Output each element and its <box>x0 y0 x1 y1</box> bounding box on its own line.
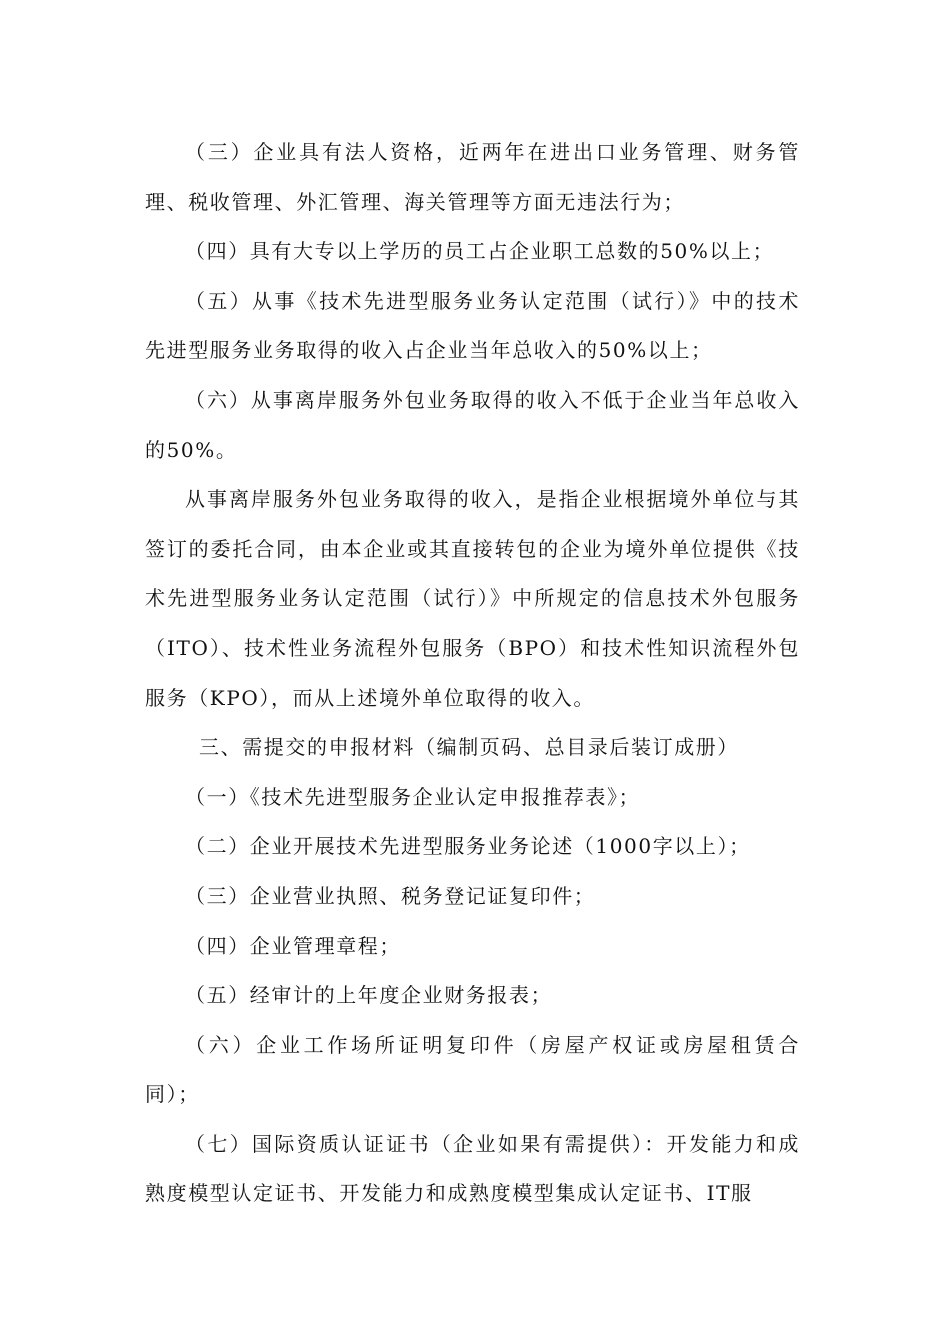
paragraph-offshore-income-definition: 从事离岸服务外包业务取得的收入，是指企业根据境外单位与其签订的委托合同，由本企业或其直接转包的企业为境外单位提供《技术先进型服务业务认定范围（试行）》中所规定的信息技术外包服务（ITO）、技术性业务流程外包服务（BPO）和技术性知识流程外包服务（KPO），而从上述境外单位取得的收入。 <box>145 487 800 710</box>
section-heading-materials: 三、需提交的申报材料（编制页码、总目录后装订成册） <box>199 735 739 760</box>
paragraph-condition-5: （五）从事《技术先进型服务业务认定范围（试行）》中的技术先进型服务业务取得的收入占企业当年总收入的50%以上； <box>145 288 800 363</box>
paragraph-material-2: （二）企业开展技术先进型服务业务论述（1000字以上）； <box>185 834 751 859</box>
paragraph-material-1: （一）《技术先进型服务企业认定申报推荐表》； <box>185 784 641 809</box>
paragraph-material-5: （五）经审计的上年度企业财务报表； <box>185 983 553 1008</box>
paragraph-material-4: （四）企业管理章程； <box>185 933 401 958</box>
paragraph-condition-3: （三）企业具有法人资格，近两年在进出口业务管理、财务管理、税收管理、外汇管理、海关管理等方面无违法行为； <box>145 140 800 214</box>
paragraph-condition-6: （六）从事离岸服务外包业务取得的收入不低于企业当年总收入的50%。 <box>145 387 800 462</box>
document-page <box>145 128 800 1219</box>
paragraph-material-6: （六）企业工作场所证明复印件（房屋产权证或房屋租赁合同）； <box>145 1032 800 1107</box>
paragraph-material-7: （七）国际资质认证证书（企业如果有需提供）：开发能力和成熟度模型认定证书、开发能力和成熟度模型集成认定证书、IT服 <box>145 1131 800 1206</box>
paragraph-condition-4: （四）具有大专以上学历的员工占企业职工总数的50%以上； <box>185 239 775 264</box>
paragraph-material-3: （三）企业营业执照、税务登记证复印件； <box>185 883 596 908</box>
